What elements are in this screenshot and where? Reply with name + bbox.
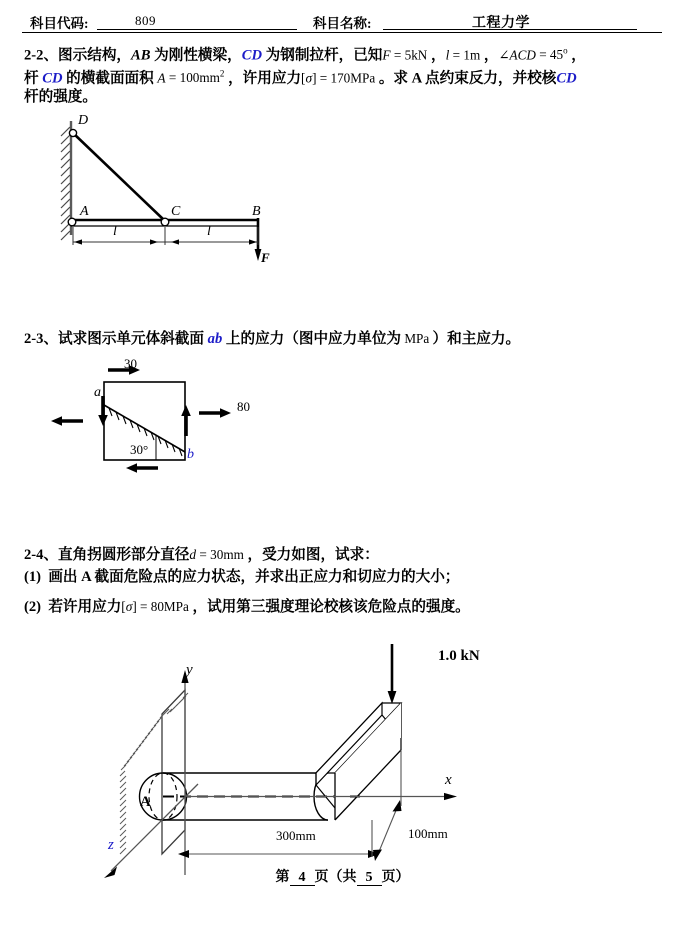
label-A: A: [80, 204, 89, 219]
problem-2-4-line-3: (2) 若许用应力[σ] = 80MPa ，试用第三强度理论校核该危险点的强度。: [24, 599, 470, 615]
dim-label-right: l: [207, 224, 211, 239]
subject-code-value: 809: [135, 13, 156, 28]
problem-2-4-line-2: (1) 画出 A 截面危险点的应力状态，并求出正应力和切应力的大小；: [24, 569, 460, 585]
subject-name-value: 工程力学: [472, 16, 530, 31]
axis-label-z: z: [108, 837, 114, 853]
pin-C: [161, 218, 169, 226]
label-C: C: [171, 204, 181, 219]
header-divider: [22, 32, 662, 33]
dim-arrow-mid-right: [171, 239, 179, 244]
dim-100-arrow-top: [393, 800, 402, 812]
bottom-shear-arrowhead: [126, 463, 137, 473]
dim-100-label: 100mm: [408, 826, 448, 841]
dim-100-arrow-bottom: [373, 850, 382, 862]
top-stress-value: 30: [124, 356, 137, 371]
dim-label-left: l: [113, 224, 117, 239]
label-D: D: [78, 113, 89, 128]
figure-2-4-right-angle-bent-bar: [108, 630, 540, 880]
axis-label-x: x: [445, 772, 452, 788]
figure-2-3-stress-element: [30, 358, 300, 478]
footer-page-number: 4: [290, 870, 315, 886]
pin-D: [69, 129, 76, 136]
dim-100-line: [378, 808, 397, 854]
label-b: b: [187, 447, 194, 462]
label-F: F: [261, 250, 270, 265]
axis-label-y: y: [186, 662, 193, 678]
footer-middle: 页（共: [314, 870, 357, 885]
figure-2-2-rigid-beam-tie-rod: [50, 105, 300, 275]
load-arrowhead: [388, 691, 397, 704]
problem-2-3-line-1: 2-3、试求图示单元体斜截面 ab 上的应力（图中应力单位为 MPa ）和主应力。: [24, 331, 521, 347]
dim-300-arrow-left: [178, 850, 189, 858]
dim-arrow-right: [249, 239, 257, 244]
pin-A: [68, 218, 76, 226]
subject-name-label: 科目名称:: [313, 16, 372, 31]
dim-arrow-mid-left: [150, 239, 158, 244]
problem-2-2-line-2: 杆 CD 的横截面面积 $A = 100mm^2$ ，许用应力[σ] = 170MPa 。求 A 点约束反力，并校核CD: [24, 69, 577, 87]
subject-code-underline: [97, 29, 297, 30]
problem-2-4-line-1: 2-4、直角拐圆形部分直径d = 30mm ，受力如图，试求：: [24, 547, 379, 563]
point-label-A: A: [140, 794, 151, 810]
x-axis-arrowhead: [444, 793, 457, 800]
problem-2-2-line-3: 杆的强度。: [24, 89, 97, 105]
footer-prefix: 第: [275, 870, 290, 885]
footer-suffix: 页）: [381, 870, 410, 885]
page-footer: [0, 866, 685, 886]
footer-total-pages: 5: [357, 870, 382, 886]
dim-arrow-left: [74, 239, 82, 244]
inclination-angle: 30°: [130, 442, 149, 457]
wall-plate: [162, 690, 185, 854]
left-normal-arrowhead: [51, 416, 62, 426]
label-a: a: [94, 385, 101, 400]
right-stress-value: 80: [237, 399, 250, 414]
label-B: B: [252, 204, 261, 219]
load-label: 1.0 kN: [438, 648, 480, 664]
subject-code-label: 科目代码:: [30, 16, 89, 31]
right-normal-arrowhead: [220, 408, 231, 418]
problem-2-2-line-1: 2-2、图示结构，AB 为刚性横梁，CD 为钢制拉杆，已知F = 5kN ，l = 1m ，∠ACD = $45^o$ ，: [24, 46, 586, 64]
dim-300-label: 300mm: [276, 828, 316, 843]
